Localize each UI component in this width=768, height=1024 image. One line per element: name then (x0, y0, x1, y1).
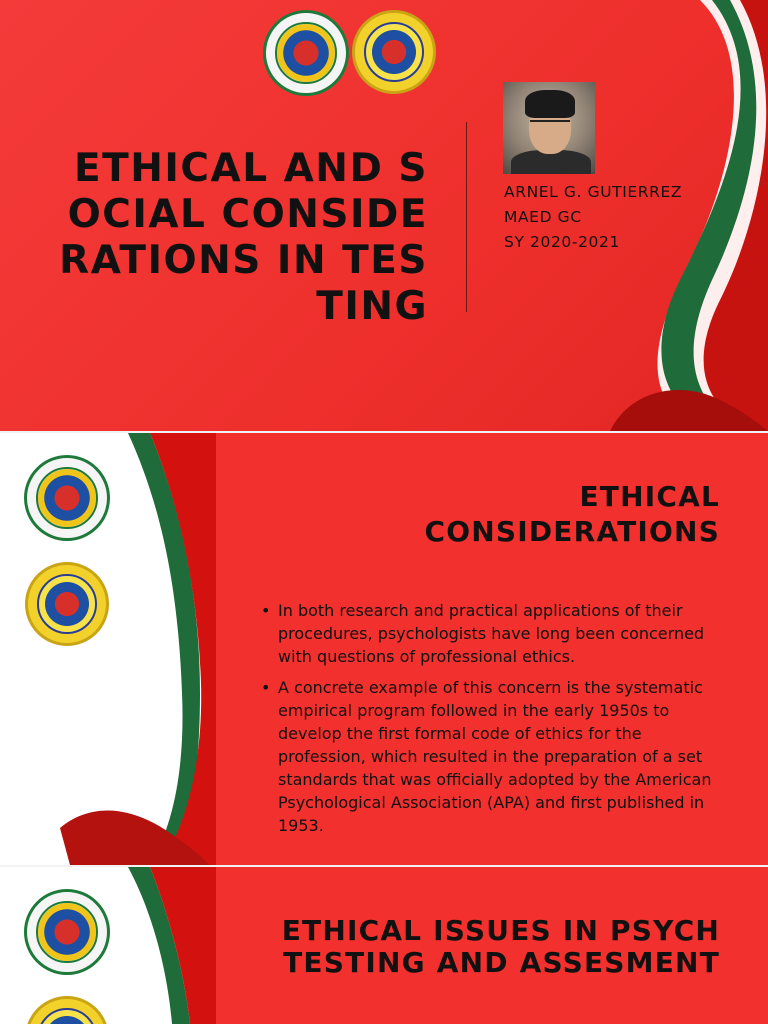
bullet-icon: • (261, 601, 271, 620)
ethical-considerations-slide (0, 433, 768, 865)
slide-heading (282, 915, 720, 979)
author-photo (503, 82, 595, 174)
graduate-studies-seal-icon (352, 10, 436, 94)
bullet-icon: • (261, 678, 271, 697)
slide-content-panel (216, 433, 768, 865)
divider-line (466, 122, 467, 312)
university-seal-icon (24, 455, 110, 541)
slide-side-panel (0, 433, 216, 865)
author-block (504, 180, 682, 255)
ethical-issues-slide (0, 867, 768, 1024)
slide-heading: ETHICAL CONSIDERATIONS (424, 480, 720, 548)
author-name: ARNEL G. GUTIERREZ (504, 183, 683, 201)
heading-line: ETHICAL ISSUES IN PSYCH (281, 914, 720, 947)
presentation-title: ETHICAL AND SOCIAL CONSIDERATIONS IN TESTING (59, 146, 428, 329)
list-item (261, 599, 731, 668)
slide-side-panel (0, 867, 216, 1024)
university-seal-icon (24, 889, 110, 975)
graduate-studies-seal-icon (25, 562, 109, 646)
author-program: MAED GC (504, 208, 582, 226)
title-slide (0, 0, 768, 431)
heading-line: TESTING AND ASSESMENT (283, 946, 720, 979)
slide-content-panel (216, 867, 768, 1024)
bullet-list (261, 599, 731, 845)
bullet-text: A concrete example of this concern is the systematic empirical program followed in the early 1950s to develop the first formal code of ethics for the profession, which resulted in the preparation of a set standards that was officially adopted by the American Psychological Association (APA) and first published in 1953. (278, 678, 712, 835)
bullet-text: In both research and practical applications of their procedures, psychologists have long been concerned with questions of professional ethics. (278, 601, 705, 666)
university-seal-icon (263, 10, 349, 96)
list-item (261, 676, 731, 837)
author-school-year: SY 2020-2021 (504, 233, 620, 251)
